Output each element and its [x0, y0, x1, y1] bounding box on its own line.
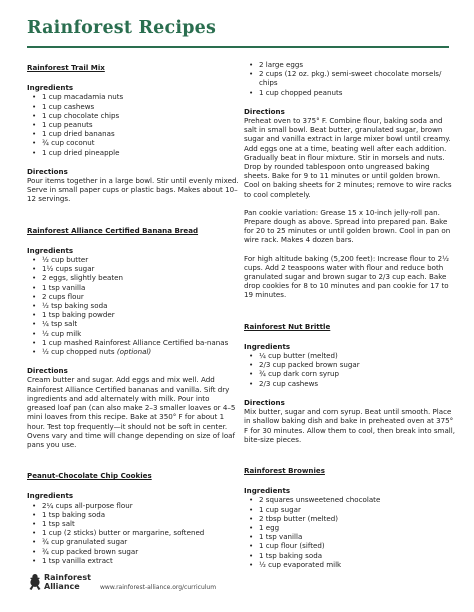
list-item [27, 347, 239, 356]
directions-heading: Directions [27, 166, 68, 176]
ingredients-heading: Ingredients [244, 486, 291, 496]
list-item: • 2 squares unsweetened chocolate [244, 495, 456, 504]
list-item: • 1 egg [244, 523, 456, 532]
directions-heading: Directions [244, 106, 285, 116]
list-item: • 1 cup dried pineapple [27, 148, 239, 157]
list-item: • 1 cup peanuts [27, 120, 239, 129]
list-item: • ¼ tsp salt [27, 319, 239, 328]
directions-text: Cream butter and sugar. Add eggs and mix well. Add Rainforest Alliance Certified bananas and vanilla. Sift dry ingredients and add alternately with milk. Pour into greased loaf pan (can also make 2–3 smaller loaves or 4–5 mini loaves from this recipe. Bake at 350° F for about 1 hour. Test top frequently—it should not be soft in center. Ovens vary and time will change depending on size of loaf pans you use. [27, 375, 236, 449]
list-item: • 2 tbsp butter (melted) [244, 514, 456, 523]
ingredients-heading: Ingredients [27, 491, 74, 501]
list-item: • ½ tsp baking soda [27, 301, 239, 310]
list-item: • 2¼ cups all-purpose flour [27, 501, 239, 510]
list-item: • 1 cup flour (sifted) [244, 541, 456, 550]
list-item: • ¾ cup packed brown sugar [27, 547, 239, 556]
directions-heading: Directions [27, 366, 68, 376]
high-altitude-text: For high altitude baking (5,200 feet): Increase flour to 2½ cups. Add 2 teaspoons water with flour and reduce both granulated sugar and brown sugar to 2/3 cup each. Bake drop cookies for 8 to 10 minutes and pan cookie for 17 to 19 minutes. [244, 253, 449, 300]
recipe-trail-mix [27, 63, 239, 204]
list-item: • 1 cup chocolate chips [27, 111, 239, 120]
recipe-title: Rainforest Nut Brittle [244, 321, 331, 331]
list-item: • 1 cup dried bananas [27, 129, 239, 138]
list-item: • ¾ cup granulated sugar [27, 537, 239, 546]
optional-note: (optional) [116, 347, 152, 357]
ingredients-heading: Ingredients [27, 83, 74, 93]
ingredients-heading: Ingredients [27, 245, 74, 255]
directions-heading: Directions [244, 397, 285, 407]
brand-line-2: Alliance [44, 581, 80, 591]
list-item: • 1 tsp baking soda [27, 510, 239, 519]
list-item: • 1 cup cashews [27, 102, 239, 111]
title-divider [27, 46, 449, 48]
directions-text: Pour items together in a large bowl. Stir until evenly mixed. Serve in small paper cups or plastic bags. Makes about 10–12 servings. [27, 176, 239, 204]
list-item: • ½ cup milk [27, 329, 239, 338]
list-item: • 2 cups (12 oz. pkg.) semi-sweet chocolate morsels/ chips [244, 69, 456, 87]
directions-text: Preheat oven to 375° F. Combine flour, baking soda and salt in small bowl. Beat butter, granulated sugar, brown sugar and vanilla extract in large mixer bowl until creamy. Add eggs one at a time, beating well after each addition. Gradually beat in flour mixture. Stir in morsels and nuts. Drop by rounded tablespoon onto ungreased baking sheets. Bake for 9 to 11 minutes or until golden brown. Cool on baking sheets for 2 minutes; remove to wire racks to cool completely. [244, 116, 452, 199]
list-item: • ¾ cup dark corn syrup [244, 369, 456, 378]
ingredients-list [244, 351, 456, 388]
footer-url[interactable]: www.rainforest-alliance.org/curriculum [100, 584, 217, 591]
list-item: • 1 tsp baking soda [244, 551, 456, 560]
list-item: • 2 large eggs [244, 60, 456, 69]
recipe-title: Rainforest Alliance Certified Banana Bread [27, 225, 199, 235]
recipe-nut-brittle [244, 322, 456, 444]
recipe-cookies-continued [244, 60, 456, 300]
recipe-banana-bread [27, 226, 239, 449]
list-item: • ¼ cup butter (melted) [244, 351, 456, 360]
list-item: • ½ cup evaporated milk [244, 560, 456, 569]
list-item: • 1½ cups sugar [27, 264, 239, 273]
ingredients-list [27, 255, 239, 356]
ingredients-list [244, 495, 456, 569]
list-item: • 1 cup (2 sticks) butter or margarine, softened [27, 528, 239, 537]
list-item: • 1 tsp baking powder [27, 310, 239, 319]
ingredients-heading: Ingredients [244, 341, 291, 351]
pan-variation-text: Pan cookie variation: Grease 15 x 10-inch jelly-roll pan. Prepare dough as above. Spread into prepared pan. Bake for 20 to 25 minutes or until golden brown. Cool in pan on wire rack. Makes 4 dozen bars. [244, 207, 451, 245]
list-item-text: ½ cup chopped nuts [42, 347, 117, 357]
list-item: • 2 cups flour [27, 292, 239, 301]
list-item: • 2/3 cup packed brown sugar [244, 360, 456, 369]
list-item: • 1 tsp salt [27, 519, 239, 528]
brand-name [44, 574, 91, 591]
recipe-title: Peanut-Chocolate Chip Cookies [27, 471, 152, 481]
recipe-title: Rainforest Trail Mix [27, 63, 105, 72]
right-column [244, 60, 456, 591]
list-item: • 1 cup sugar [244, 505, 456, 514]
recipe-brownies [244, 466, 456, 569]
directions-text: Mix butter, sugar and corn syrup. Beat until smooth. Place in shallow baking dish and bake in preheated oven at 375° F for 30 minutes. Allow them to cool, then break into small, bite-size pieces. [244, 407, 456, 444]
list-item: • 1 cup macadamia nuts [27, 92, 239, 101]
list-item: • ½ cup butter [27, 255, 239, 264]
list-item: • 1 cup chopped peanuts [244, 88, 456, 97]
list-item: • 1 tsp vanilla [27, 283, 239, 292]
list-item: • 2 eggs, slightly beaten [27, 273, 239, 282]
list-item: • 1 tsp vanilla extract [27, 556, 239, 565]
left-column [27, 63, 239, 587]
list-item: • 1 cup mashed Rainforest Alliance Certified ba-nanas [27, 338, 239, 347]
ingredients-list [244, 60, 456, 97]
ingredients-list [27, 92, 239, 156]
recipe-title: Rainforest Brownies [244, 465, 325, 475]
recipe-cookies [27, 471, 239, 565]
ingredients-list [27, 501, 239, 565]
brand-line-1: Rainforest [44, 573, 91, 582]
frog-silhouette-icon [28, 573, 42, 591]
list-item: • 2/3 cup cashews [244, 379, 456, 388]
list-item: • ¾ cup coconut [27, 138, 239, 147]
list-item: • 1 tsp vanilla [244, 532, 456, 541]
page-title: Rainforest Recipes [27, 18, 217, 38]
